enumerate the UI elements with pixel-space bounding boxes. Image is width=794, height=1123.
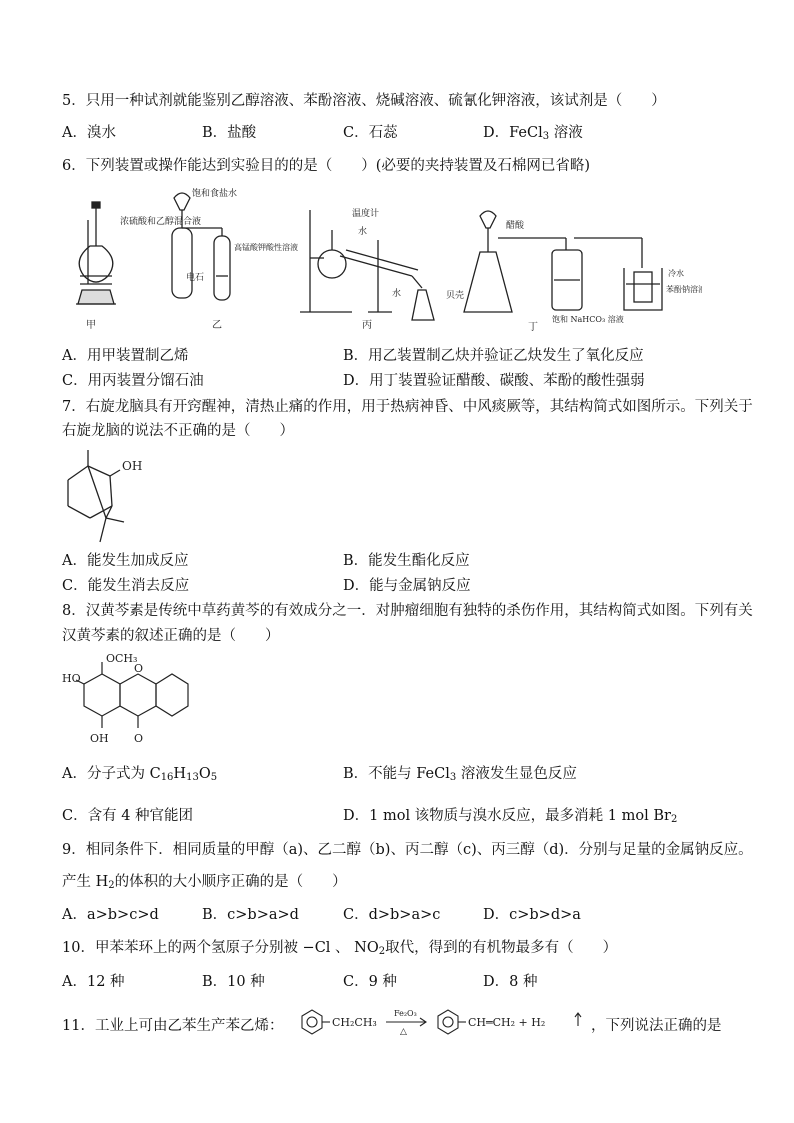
q8-option-b: B．不能与 FeCl$_3$ 溶液发生显色反应 bbox=[343, 766, 577, 783]
q10-option-c: C．9 种 bbox=[343, 974, 397, 990]
q11-right-text: CH═CH₂ + H₂ bbox=[468, 1016, 546, 1029]
q9-option-d: D．c>b>d>a bbox=[483, 907, 581, 923]
q11-stem-post: ，下列说法正确的是 bbox=[591, 1018, 722, 1034]
q6-option-c: C．用丙装置分馏石油 bbox=[62, 373, 204, 389]
yi-stone-label: 电石 bbox=[186, 273, 205, 283]
q11-equation bbox=[288, 1002, 588, 1042]
jia-label: 甲 bbox=[86, 320, 96, 331]
ding-nahco3-label: 饱和 NaHCO₃ 溶液 bbox=[552, 315, 624, 324]
q11-stem-pre: 11．工业上可由乙苯生产苯乙烯： bbox=[62, 1018, 284, 1034]
q8-och3-label: OCH₃ bbox=[106, 652, 138, 665]
yi-right-label: 高锰酸钾酸性溶液 bbox=[234, 243, 298, 252]
q6-apparatus-figure bbox=[62, 180, 702, 336]
q10-option-a: A．12 种 bbox=[62, 974, 125, 990]
q7-option-a: A．能发生加成反应 bbox=[62, 553, 189, 569]
q5-option-d: D．FeCl$_3$ 溶液 bbox=[483, 125, 583, 142]
q8-o2-label: O bbox=[134, 732, 144, 745]
bing-label: 丙 bbox=[362, 320, 372, 331]
q6-option-b: B．用乙装置制乙炔并验证乙炔发生了氧化反应 bbox=[343, 348, 644, 364]
q11-catalyst: Fe₂O₃ bbox=[394, 1009, 417, 1018]
q9-option-a: A．a>b>c>d bbox=[62, 907, 159, 923]
bing-water2-label: 水 bbox=[392, 289, 402, 299]
bing-thermo-label: 温度计 bbox=[352, 209, 380, 219]
q9-option-b: B．c>b>a>d bbox=[202, 907, 299, 923]
q6-stem: 6．下列装置或操作能达到实验目的的是（ ）(必要的夹持装置及石棉网已省略) bbox=[62, 158, 591, 174]
jia-label-1: 浓硫酸和乙醇混合液 bbox=[120, 217, 202, 227]
q8-wogonin-structure bbox=[62, 650, 202, 750]
ding-label: 丁 bbox=[528, 322, 538, 333]
q9-stem-line2: 产生 $H_2$的体积的大小顺序正确的是（ ） bbox=[62, 874, 347, 891]
q8-stem-line1: 8．汉黄芩素是传统中草药黄芩的有效成分之一．对肿瘤细胞有独特的杀伤作用，其结构简式如图。下列有关 bbox=[62, 603, 753, 619]
q10-option-b: B．10 种 bbox=[202, 974, 265, 990]
q10-stem: 10．甲苯苯环上的两个氢原子分别被 −Cl 、 $NO_2$取代，得到的有机物最多有（ ） bbox=[62, 940, 618, 957]
ding-phenol-label: 苯酚钠溶液 bbox=[666, 285, 702, 294]
q9-option-c: C．d>b>a>c bbox=[343, 907, 441, 923]
apparatus-bing bbox=[300, 207, 434, 331]
q7-option-b: B．能发生酯化反应 bbox=[343, 553, 470, 569]
q7-stem-line1: 7．右旋龙脑具有开窍醒神，清热止痛的作用，用于热病神昏、中风痰厥等，其结构简式如图所示。下列关于 bbox=[62, 399, 753, 415]
q8-ho-label: HO bbox=[62, 672, 81, 685]
ding-acid-label: 醋酸 bbox=[506, 221, 525, 231]
q11-left-text: CH₂CH₃ bbox=[332, 1016, 377, 1029]
q5-option-c: C．石蕊 bbox=[343, 125, 398, 141]
q7-option-c: C．能发生消去反应 bbox=[62, 578, 190, 594]
q11-heat: △ bbox=[400, 1027, 407, 1037]
q8-option-a: A．分子式为 $C_{16}H_{13}O_5$ bbox=[62, 766, 218, 783]
yi-label: 乙 bbox=[212, 320, 222, 331]
q5-option-a: A．溴水 bbox=[62, 125, 116, 141]
ding-cold-label: 冷水 bbox=[668, 269, 684, 278]
q8-option-c: C．含有 4 种官能团 bbox=[62, 808, 194, 824]
yi-top-label: 饱和食盐水 bbox=[192, 189, 238, 199]
apparatus-yi bbox=[172, 187, 298, 331]
q6-option-d: D．用丁装置验证醋酸、碳酸、苯酚的酸性强弱 bbox=[343, 373, 645, 389]
q7-stem-line2: 右旋龙脑的说法不正确的是（ ） bbox=[62, 423, 294, 439]
q9-stem: 9．相同条件下．相同质量的甲醇（a)、乙二醇（b)、丙二醇（c)、丙三醇（d)．分别与足量的金属钠反应。 bbox=[62, 842, 753, 858]
q8-option-d: D．1 mol 该物质与溴水反应，最多消耗 1 mol $Br_2$ bbox=[343, 808, 678, 825]
q8-o-label: O bbox=[134, 662, 144, 675]
q7-borneol-structure bbox=[62, 446, 172, 546]
q6-option-a: A．用甲装置制乙烯 bbox=[62, 348, 189, 364]
q8-oh-label: OH bbox=[90, 732, 109, 745]
q5-stem: 5．只用一种试剂就能鉴别乙醇溶液、苯酚溶液、烧碱溶液、硫氰化钾溶液，该试剂是（ ） bbox=[62, 93, 666, 109]
q8-stem-line2: 汉黄芩素的叙述正确的是（ ） bbox=[62, 628, 280, 644]
q7-option-d: D．能与金属钠反应 bbox=[343, 578, 471, 594]
q5-option-b: B．盐酸 bbox=[202, 125, 257, 141]
apparatus-ding bbox=[446, 211, 702, 333]
q10-option-d: D．8 种 bbox=[483, 974, 538, 990]
bing-water1-label: 水 bbox=[358, 227, 368, 237]
q7-oh-label: OH bbox=[122, 459, 143, 473]
ding-shell-label: 贝壳 bbox=[446, 291, 465, 301]
